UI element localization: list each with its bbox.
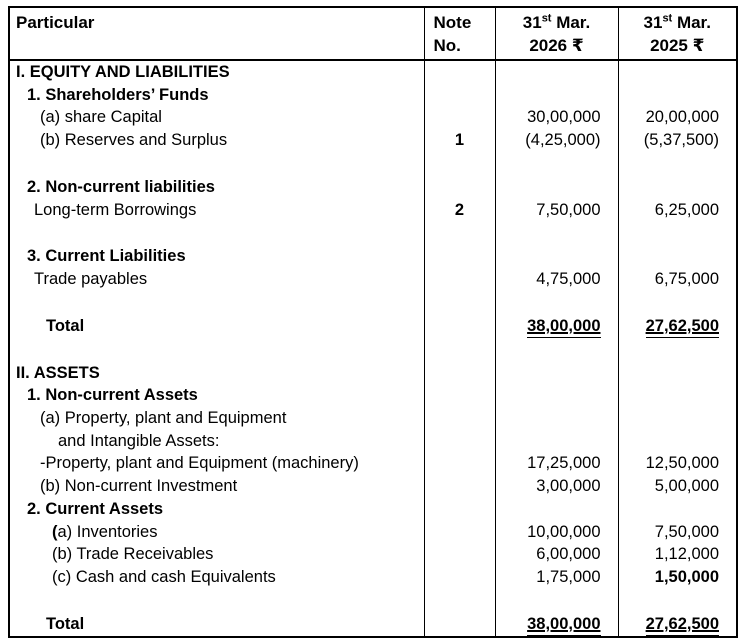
note-cell [424,430,495,453]
v2025-cell: 6,25,000 [618,199,737,222]
particular-cell: I. EQUITY AND LIABILITIES [9,60,424,84]
v2025-cell [618,315,737,338]
v2026-cell: 30,00,000 [495,106,618,129]
note-cell [424,452,495,475]
note-header-line2: No. [433,36,461,55]
v2025-cell: 5,00,000 [618,475,737,498]
balance-sheet-body [9,60,737,637]
v2026-cell [495,589,618,613]
bold-prefix: ( [52,522,58,541]
total-value: 27,62,500 [646,615,719,636]
table-row [9,268,737,291]
table-row [9,452,737,475]
particular-cell: II. ASSETS [9,362,424,385]
v2025-cell: 20,00,000 [618,106,737,129]
day-2025: 31 [643,13,663,32]
particular-cell [9,152,424,176]
particular-cell: (b) Trade Receivables [9,543,424,566]
date-2026 [496,11,618,34]
v2026-cell [495,407,618,430]
year-2026-label: 2026 ₹ [529,36,584,55]
table-row [9,613,737,637]
note-cell: 1 [424,129,495,152]
v2025-cell [618,362,737,385]
v2025-cell [618,407,737,430]
month-2026: Mar. [551,13,591,32]
v2026-cell [495,84,618,107]
col-header-note [424,7,495,60]
note-cell [424,498,495,521]
v2025-cell [618,221,737,245]
v2026-cell [495,221,618,245]
table-row [9,176,737,199]
v2026-cell [495,176,618,199]
ordinal-suffix-2026: st [541,12,552,25]
v2026-cell [495,291,618,315]
table-row [9,245,737,268]
v2026-cell: 17,25,000 [495,452,618,475]
note-cell [424,106,495,129]
spacer-row [9,291,737,315]
table-row [9,84,737,107]
balance-sheet-table [8,6,738,638]
v2026-cell [495,152,618,176]
spacer-row [9,152,737,176]
v2026-cell [495,315,618,338]
v2026-cell: 4,75,000 [495,268,618,291]
table-row [9,315,737,338]
note-cell [424,407,495,430]
v2025-cell [618,291,737,315]
v2026-cell: 10,00,000 [495,521,618,544]
col-header-2025 [618,7,737,60]
particular-cell [9,338,424,362]
v2026-cell [495,498,618,521]
v2025-cell [618,245,737,268]
total-value: 27,62,500 [646,317,719,338]
header-row [9,7,737,60]
note-cell [424,613,495,637]
note-cell: 2 [424,199,495,222]
particular-cell: (c) Cash and cash Equivalents [9,566,424,589]
col-header-particular-label: Particular [16,13,95,32]
day-2026: 31 [522,13,542,32]
v2025-cell [618,384,737,407]
particular-cell: -Property, plant and Equipment (machinery) [9,452,424,475]
note-cell [424,543,495,566]
particular-cell: 3. Current Liabilities [9,245,424,268]
spacer-row [9,589,737,613]
v2025-cell: 12,50,000 [618,452,737,475]
year-2025-label: 2025 ₹ [650,36,705,55]
note-cell [424,566,495,589]
ordinal-suffix-2025: st [662,12,673,25]
table-row [9,129,737,152]
note-cell [424,152,495,176]
v2025-cell: 7,50,000 [618,521,737,544]
table-row [9,543,737,566]
note-cell [424,60,495,84]
v2026-cell: 3,00,000 [495,475,618,498]
particular-cell: 2. Current Assets [9,498,424,521]
v2026-cell [495,362,618,385]
date-2025 [619,11,737,34]
v2025-cell [618,498,737,521]
table-row [9,362,737,385]
total-value: 38,00,000 [527,317,600,338]
particular-cell: 1. Shareholders’ Funds [9,84,424,107]
table-row [9,60,737,84]
v2026-cell [495,613,618,637]
particular-cell [9,221,424,245]
v2025-cell: 1,50,000 [618,566,737,589]
particular-cell: 2. Non-current liabilities [9,176,424,199]
note-cell [424,384,495,407]
note-cell [424,84,495,107]
v2025-cell [618,589,737,613]
particular-cell: Total [9,315,424,338]
note-cell [424,291,495,315]
v2026-cell: 6,00,000 [495,543,618,566]
note-cell [424,338,495,362]
table-row [9,106,737,129]
v2026-cell [495,60,618,84]
particular-cell: (b) Reserves and Surplus [9,129,424,152]
table-row [9,566,737,589]
v2026-cell: 1,75,000 [495,566,618,589]
particular-cell: (b) Non-current Investment [9,475,424,498]
table-row [9,407,737,430]
particular-cell [9,589,424,613]
v2025-cell: (5,37,500) [618,129,737,152]
note-cell [424,362,495,385]
particular-cell: Long-term Borrowings [9,199,424,222]
spacer-row [9,221,737,245]
table-header [9,7,737,60]
particular-cell: (a) Inventories [9,521,424,544]
note-cell [424,475,495,498]
v2025-cell [618,60,737,84]
table-row [9,475,737,498]
particular-cell: 1. Non-current Assets [9,384,424,407]
v2025-cell [618,338,737,362]
v2025-cell [618,152,737,176]
col-header-2026 [495,7,618,60]
particular-cell: and Intangible Assets: [9,430,424,453]
particular-cell: Trade payables [9,268,424,291]
col-header-particular [9,7,424,60]
note-cell [424,176,495,199]
note-cell [424,521,495,544]
v2026-cell: 7,50,000 [495,199,618,222]
v2025-cell: 1,12,000 [618,543,737,566]
note-cell [424,268,495,291]
v2026-cell [495,430,618,453]
note-cell [424,245,495,268]
table-row [9,498,737,521]
table-row [9,199,737,222]
month-2025: Mar. [672,13,711,32]
table-row [9,521,737,544]
particular-cell: (a) share Capital [9,106,424,129]
note-cell [424,315,495,338]
v2026-cell [495,338,618,362]
note-cell [424,221,495,245]
v2026-cell [495,384,618,407]
table-row [9,430,737,453]
v2026-cell [495,245,618,268]
particular-cell: (a) Property, plant and Equipment [9,407,424,430]
v2025-cell: 6,75,000 [618,268,737,291]
spacer-row [9,338,737,362]
table-row [9,384,737,407]
note-header-line1: Note [433,13,472,32]
v2025-cell [618,84,737,107]
v2026-cell: (4,25,000) [495,129,618,152]
total-value: 38,00,000 [527,615,600,636]
particular-cell [9,291,424,315]
note-cell [424,589,495,613]
v2025-cell [618,613,737,637]
particular-cell: Total [9,613,424,637]
v2025-cell [618,430,737,453]
v2025-cell [618,176,737,199]
